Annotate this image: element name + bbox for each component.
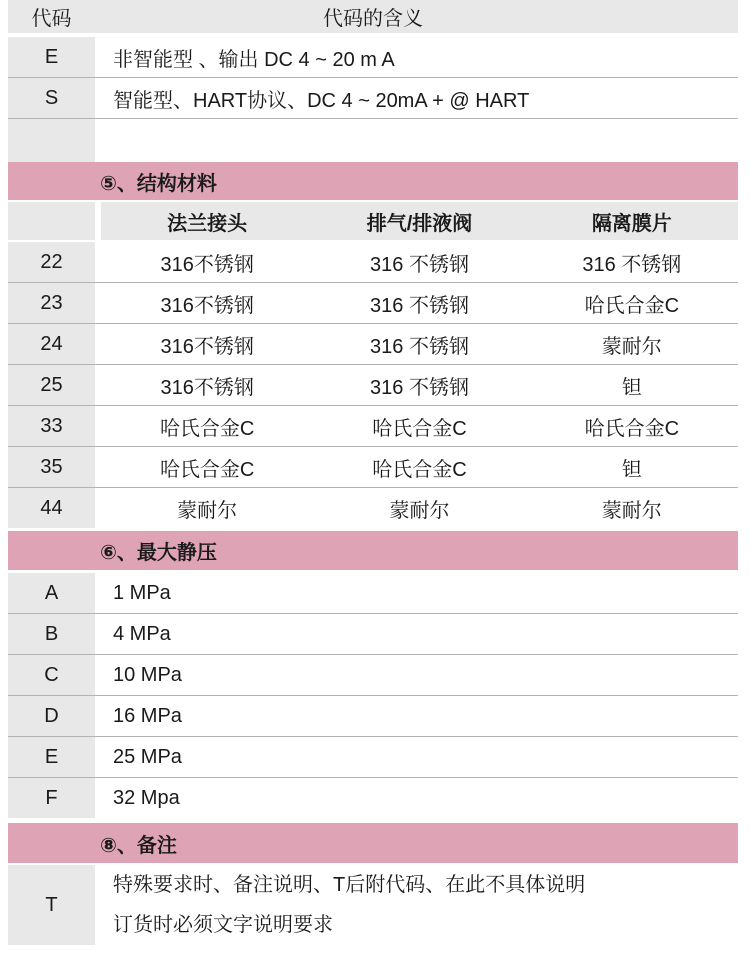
table-row-material-44	[8, 488, 738, 528]
ordering-code-table	[8, 0, 738, 945]
table-row-pressure-a	[8, 573, 738, 613]
flange-material: 316不锈钢	[160, 253, 254, 276]
material-cells	[101, 242, 738, 282]
diaphragm-material: 哈氏合金C	[584, 294, 680, 317]
pressure-value: 16 MPa	[101, 696, 738, 736]
materials-subheader-row	[8, 202, 738, 240]
pressure-value: 4 MPa	[101, 614, 738, 654]
valve-material: 316 不锈钢	[370, 335, 469, 358]
section-title: ⑧、备注	[100, 834, 177, 857]
code-cell: F	[8, 778, 95, 818]
section-title: ⑥、最大静压	[100, 542, 217, 564]
material-cells	[101, 488, 738, 528]
table-row-pressure-d	[8, 696, 738, 736]
flange-material: 蒙耐尔	[177, 499, 238, 522]
pressure-value: 10 MPa	[101, 655, 738, 695]
material-cells	[101, 324, 738, 364]
table-row-material-25	[8, 365, 738, 405]
code-cell: 33	[8, 406, 95, 446]
code-cell: 25	[8, 365, 95, 405]
valve-material: 蒙耐尔	[389, 499, 450, 522]
remark-line-1: 特殊要求时、备注说明、T后附代码、在此不具体说明	[113, 874, 586, 896]
table-row-pressure-e	[8, 737, 738, 777]
pressure-value: 32 Mpa	[101, 778, 738, 818]
meaning-cell: 非智能型 、输出 DC 4 ~ 20 m A	[101, 37, 738, 77]
flange-material: 哈氏合金C	[159, 417, 255, 440]
diaphragm-material: 蒙耐尔	[601, 499, 662, 522]
code-cell: B	[8, 614, 95, 654]
material-cells	[101, 365, 738, 405]
table-row-output-e	[8, 37, 738, 77]
material-cells	[101, 406, 738, 446]
table-row-pressure-f	[8, 778, 738, 818]
table-row-material-23	[8, 283, 738, 323]
column-header-vent-drain-valve: 排气/排液阀	[366, 212, 473, 235]
valve-material: 哈氏合金C	[372, 417, 467, 440]
section-title: ⑤、结构材料	[100, 172, 217, 195]
section-band-materials	[8, 162, 738, 200]
diaphragm-material: 蒙耐尔	[601, 335, 662, 358]
table-header-row	[8, 0, 738, 33]
diaphragm-material: 哈氏合金C	[584, 417, 680, 440]
remark-line-2: 订货时必须文字说明要求	[113, 914, 333, 936]
diaphragm-material: 316 不锈钢	[582, 253, 682, 276]
code-cell: 44	[8, 488, 95, 528]
code-cell: E	[8, 737, 95, 777]
empty-cell	[101, 119, 738, 162]
material-cells	[101, 283, 738, 323]
valve-material: 哈氏合金C	[372, 458, 467, 481]
section-band-max-static-pressure	[8, 531, 738, 570]
table-row-material-22	[8, 242, 738, 282]
code-cell: C	[8, 655, 95, 695]
code-cell: E	[8, 37, 95, 77]
code-cell: T	[8, 865, 95, 945]
table-row-output-s	[8, 78, 738, 118]
valve-material: 316 不锈钢	[370, 294, 469, 317]
pressure-value: 25 MPa	[101, 737, 738, 777]
column-header-isolating-diaphragm: 隔离膜片	[591, 212, 672, 235]
meaning-column-header: 代码的含义	[323, 8, 423, 30]
code-cell-empty	[8, 119, 95, 162]
pressure-value: 1 MPa	[101, 573, 738, 613]
code-cell: 35	[8, 447, 95, 487]
table-row-pressure-b	[8, 614, 738, 654]
table-row-pressure-c	[8, 655, 738, 695]
code-cell-empty	[8, 202, 95, 240]
column-header-flange: 法兰接头	[167, 212, 248, 235]
table-row-empty	[8, 119, 738, 162]
code-cell: 24	[8, 324, 95, 364]
code-cell: D	[8, 696, 95, 736]
table-row-material-33	[8, 406, 738, 446]
materials-subheader-cells	[101, 202, 738, 240]
code-cell: 22	[8, 242, 95, 282]
flange-material: 316不锈钢	[160, 294, 254, 317]
section-band-remarks	[8, 823, 738, 863]
code-cell: A	[8, 573, 95, 613]
flange-material: 316不锈钢	[160, 376, 254, 399]
table-row-remark-t	[8, 865, 738, 945]
remark-cell	[101, 865, 738, 945]
material-cells	[101, 447, 738, 487]
valve-material: 316 不锈钢	[370, 376, 469, 399]
code-cell: 23	[8, 283, 95, 323]
diaphragm-material: 钽	[621, 376, 642, 399]
table-row-material-24	[8, 324, 738, 364]
flange-material: 316不锈钢	[160, 335, 254, 358]
meaning-cell: 智能型、HART协议、DC 4 ~ 20mA + @ HART	[101, 78, 738, 118]
flange-material: 哈氏合金C	[159, 458, 255, 481]
valve-material: 316 不锈钢	[370, 253, 469, 276]
diaphragm-material: 钽	[621, 458, 642, 481]
table-row-material-35	[8, 447, 738, 487]
code-cell: S	[8, 78, 95, 118]
code-column-header: 代码	[31, 8, 72, 30]
